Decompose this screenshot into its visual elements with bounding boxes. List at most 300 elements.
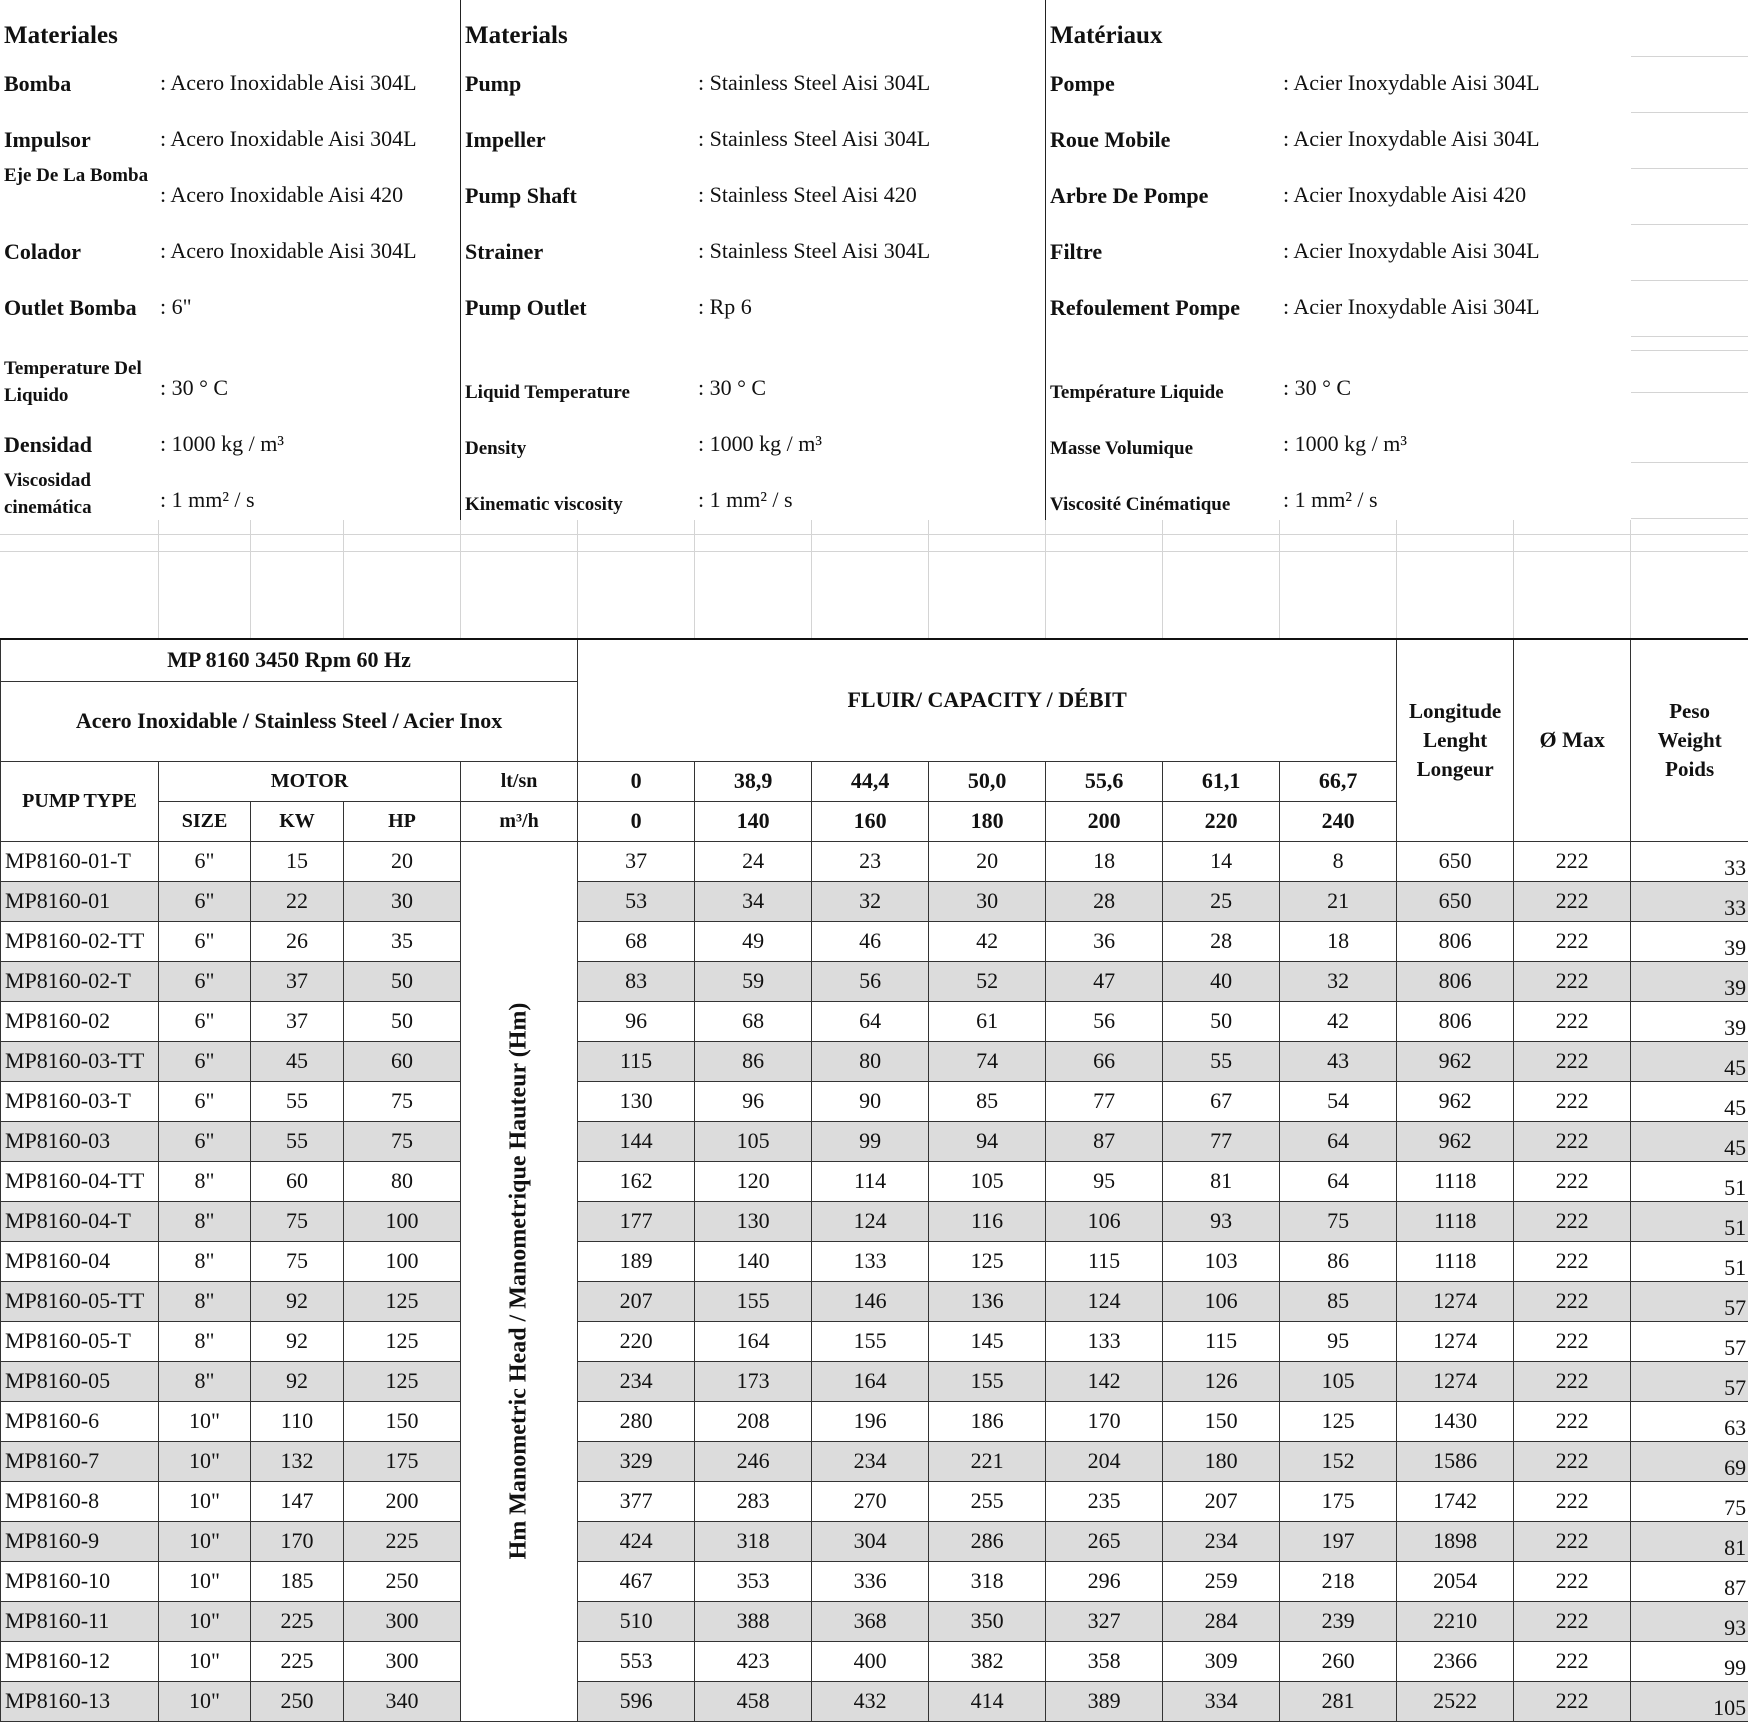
head-value-cell: 281 <box>1280 1681 1397 1721</box>
weight-cell: 39 <box>1631 921 1748 961</box>
head-value-cell: 280 <box>578 1401 695 1441</box>
material-value: : Rp 6 <box>698 294 752 320</box>
head-value-cell: 388 <box>695 1601 812 1641</box>
head-value-cell: 284 <box>1163 1601 1280 1641</box>
hp-cell: 80 <box>344 1161 461 1201</box>
weight-cell: 51 <box>1631 1201 1748 1241</box>
weight-cell: 87 <box>1631 1561 1748 1601</box>
head-value-cell: 83 <box>578 961 695 1001</box>
weight-cell: 39 <box>1631 961 1748 1001</box>
length-cell: 2210 <box>1397 1601 1514 1641</box>
materials-heading: Matériaux <box>1050 22 1162 50</box>
head-value-cell: 382 <box>929 1641 1046 1681</box>
head-value-cell: 36 <box>1046 921 1163 961</box>
hp-cell: 300 <box>344 1601 461 1641</box>
head-value-cell: 125 <box>929 1241 1046 1281</box>
head-value-cell: 74 <box>929 1041 1046 1081</box>
ltsn-value: 61,1 <box>1163 761 1280 801</box>
head-value-cell: 377 <box>578 1481 695 1521</box>
material-label: Colador <box>4 238 244 265</box>
kw-cell: 45 <box>251 1041 344 1081</box>
head-value-cell: 85 <box>929 1081 1046 1121</box>
head-value-cell: 353 <box>695 1561 812 1601</box>
head-value-cell: 177 <box>578 1201 695 1241</box>
pump-type-cell: MP8160-04 <box>1 1241 159 1281</box>
head-value-cell: 95 <box>1280 1321 1397 1361</box>
head-value-cell: 296 <box>1046 1561 1163 1601</box>
material-label: Masse Volumique <box>1050 435 1290 462</box>
ltsn-value: 50,0 <box>929 761 1046 801</box>
hp-cell: 75 <box>344 1081 461 1121</box>
pump-type-cell: MP8160-02-T <box>1 961 159 1001</box>
material-label: Liquid Temperature <box>465 379 705 406</box>
m3h-value: 0 <box>578 801 695 841</box>
head-value-cell: 234 <box>578 1361 695 1401</box>
head-value-cell: 21 <box>1280 881 1397 921</box>
grid-line <box>1631 336 1748 337</box>
head-value-cell: 49 <box>695 921 812 961</box>
head-value-cell: 55 <box>1163 1041 1280 1081</box>
material-label: Température Liquide <box>1050 379 1290 406</box>
grid-line <box>694 520 695 638</box>
head-value-cell: 30 <box>929 881 1046 921</box>
head-value-cell: 336 <box>812 1561 929 1601</box>
length-cell: 1898 <box>1397 1521 1514 1561</box>
pump-type-cell: MP8160-05 <box>1 1361 159 1401</box>
head-value-cell: 204 <box>1046 1441 1163 1481</box>
grid-line <box>1045 520 1046 638</box>
hp-cell: 50 <box>344 961 461 1001</box>
pump-type-cell: MP8160-04-T <box>1 1201 159 1241</box>
head-value-cell: 64 <box>1280 1161 1397 1201</box>
kw-cell: 75 <box>251 1241 344 1281</box>
hp-cell: 100 <box>344 1241 461 1281</box>
table-row <box>1 1641 1748 1681</box>
pump-type-cell: MP8160-05-T <box>1 1321 159 1361</box>
size-cell: 6" <box>159 1001 251 1041</box>
head-value-cell: 150 <box>1163 1401 1280 1441</box>
head-value-cell: 197 <box>1280 1521 1397 1561</box>
head-value-cell: 400 <box>812 1641 929 1681</box>
head-value-cell: 164 <box>812 1361 929 1401</box>
length-cell: 1274 <box>1397 1321 1514 1361</box>
dmax-cell: 222 <box>1514 1441 1631 1481</box>
size-cell: 8" <box>159 1201 251 1241</box>
head-axis-label: Hm Manometric Head / Manometrique Hauteur (Hm) <box>506 1003 533 1560</box>
head-value-cell: 358 <box>1046 1641 1163 1681</box>
head-value-cell: 34 <box>695 881 812 921</box>
m3h-value: 140 <box>695 801 812 841</box>
material-value: : 1 mm² / s <box>698 487 793 513</box>
material-label: Bomba <box>4 70 244 97</box>
table-row <box>1 921 1748 961</box>
ltsn-value: 38,9 <box>695 761 812 801</box>
kw-cell: 170 <box>251 1521 344 1561</box>
material-value: : 1000 kg / m³ <box>698 431 822 457</box>
weight-cell: 57 <box>1631 1281 1748 1321</box>
grid-line <box>158 520 159 638</box>
head-value-cell: 130 <box>695 1201 812 1241</box>
dmax-cell: 222 <box>1514 1161 1631 1201</box>
grid-line <box>1162 520 1163 638</box>
head-value-cell: 221 <box>929 1441 1046 1481</box>
kw-cell: 110 <box>251 1401 344 1441</box>
head-value-cell: 61 <box>929 1001 1046 1041</box>
m3h-value: 160 <box>812 801 929 841</box>
length-cell: 2054 <box>1397 1561 1514 1601</box>
kw-cell: 185 <box>251 1561 344 1601</box>
material-label: Impulsor <box>4 126 244 153</box>
head-value-cell: 42 <box>929 921 1046 961</box>
dmax-cell: 222 <box>1514 1201 1631 1241</box>
grid-line <box>1396 520 1397 638</box>
head-value-cell: 105 <box>695 1121 812 1161</box>
kw-cell: 225 <box>251 1641 344 1681</box>
material-value: : Acier Inoxydable Aisi 304L <box>1283 70 1540 96</box>
head-value-cell: 66 <box>1046 1041 1163 1081</box>
weight-cell: 105 <box>1631 1681 1748 1721</box>
material-label: Pompe <box>1050 70 1290 97</box>
material-value: : 6" <box>160 294 192 320</box>
head-value-cell: 189 <box>578 1241 695 1281</box>
weight-cell: 63 <box>1631 1401 1748 1441</box>
kw-cell: 250 <box>251 1681 344 1721</box>
m3h-value: 220 <box>1163 801 1280 841</box>
head-value-cell: 368 <box>812 1601 929 1641</box>
head-value-cell: 125 <box>1280 1401 1397 1441</box>
materials-column <box>1045 0 1631 520</box>
hp-header: HP <box>344 801 461 841</box>
kw-cell: 15 <box>251 841 344 881</box>
table-row <box>1 881 1748 921</box>
material-label: Filtre <box>1050 238 1290 265</box>
m3h-label: m³/h <box>461 801 578 841</box>
kw-cell: 92 <box>251 1321 344 1361</box>
head-value-cell: 170 <box>1046 1401 1163 1441</box>
dmax-header: Ø Max <box>1514 639 1631 841</box>
head-value-cell: 175 <box>1280 1481 1397 1521</box>
head-value-cell: 318 <box>929 1561 1046 1601</box>
table-row <box>1 1121 1748 1161</box>
head-value-cell: 414 <box>929 1681 1046 1721</box>
head-value-cell: 304 <box>812 1521 929 1561</box>
head-value-cell: 423 <box>695 1641 812 1681</box>
length-cell: 1274 <box>1397 1361 1514 1401</box>
weight-cell: 99 <box>1631 1641 1748 1681</box>
table-row <box>1 1401 1748 1441</box>
weight-cell: 51 <box>1631 1161 1748 1201</box>
size-cell: 6" <box>159 881 251 921</box>
head-value-cell: 40 <box>1163 961 1280 1001</box>
head-value-cell: 103 <box>1163 1241 1280 1281</box>
kw-cell: 55 <box>251 1081 344 1121</box>
ltsn-value: 0 <box>578 761 695 801</box>
head-value-cell: 259 <box>1163 1561 1280 1601</box>
kw-cell: 22 <box>251 881 344 921</box>
pump-type-cell: MP8160-12 <box>1 1641 159 1681</box>
head-value-cell: 81 <box>1163 1161 1280 1201</box>
table-row <box>1 1161 1748 1201</box>
length-cell: 1118 <box>1397 1201 1514 1241</box>
dmax-cell: 222 <box>1514 841 1631 881</box>
head-value-cell: 553 <box>578 1641 695 1681</box>
head-value-cell: 115 <box>1046 1241 1163 1281</box>
head-value-cell: 75 <box>1280 1201 1397 1241</box>
length-cell: 1586 <box>1397 1441 1514 1481</box>
head-value-cell: 327 <box>1046 1601 1163 1641</box>
grid-line <box>928 520 929 638</box>
head-value-cell: 52 <box>929 961 1046 1001</box>
weight-cell: 45 <box>1631 1081 1748 1121</box>
head-value-cell: 56 <box>812 961 929 1001</box>
head-axis-cell <box>461 841 578 1721</box>
material-value: : 30 ° C <box>1283 375 1351 401</box>
weight-cell: 93 <box>1631 1601 1748 1641</box>
head-value-cell: 24 <box>695 841 812 881</box>
head-value-cell: 105 <box>929 1161 1046 1201</box>
grid-line <box>0 534 1748 535</box>
head-value-cell: 77 <box>1046 1081 1163 1121</box>
head-value-cell: 180 <box>1163 1441 1280 1481</box>
dmax-cell: 222 <box>1514 1481 1631 1521</box>
head-value-cell: 64 <box>1280 1121 1397 1161</box>
length-cell: 1742 <box>1397 1481 1514 1521</box>
length-cell: 806 <box>1397 1001 1514 1041</box>
material-value: : 1000 kg / m³ <box>1283 431 1407 457</box>
dmax-cell: 222 <box>1514 1641 1631 1681</box>
head-value-cell: 43 <box>1280 1041 1397 1081</box>
table-row <box>1 1281 1748 1321</box>
head-value-cell: 283 <box>695 1481 812 1521</box>
head-value-cell: 90 <box>812 1081 929 1121</box>
dmax-cell: 222 <box>1514 961 1631 1001</box>
head-value-cell: 115 <box>578 1041 695 1081</box>
hp-cell: 100 <box>344 1201 461 1241</box>
head-value-cell: 145 <box>929 1321 1046 1361</box>
head-value-cell: 126 <box>1163 1361 1280 1401</box>
weight-cell: 57 <box>1631 1361 1748 1401</box>
dmax-cell: 222 <box>1514 1521 1631 1561</box>
head-value-cell: 208 <box>695 1401 812 1441</box>
size-cell: 10" <box>159 1561 251 1601</box>
material-label: Outlet Bomba <box>4 294 244 321</box>
size-cell: 8" <box>159 1321 251 1361</box>
material-label: Refoulement Pompe <box>1050 294 1290 321</box>
kw-cell: 92 <box>251 1361 344 1401</box>
head-value-cell: 144 <box>578 1121 695 1161</box>
head-value-cell: 155 <box>812 1321 929 1361</box>
grid-line <box>1631 518 1748 519</box>
capacity-header: FLUIR/ CAPACITY / DÉBIT <box>578 639 1397 761</box>
head-value-cell: 136 <box>929 1281 1046 1321</box>
head-value-cell: 234 <box>812 1441 929 1481</box>
hp-cell: 175 <box>344 1441 461 1481</box>
kw-cell: 225 <box>251 1601 344 1641</box>
head-value-cell: 25 <box>1163 881 1280 921</box>
hp-cell: 250 <box>344 1561 461 1601</box>
table-title: MP 8160 3450 Rpm 60 Hz <box>1 639 578 681</box>
kw-cell: 55 <box>251 1121 344 1161</box>
material-label: Viscosité Cinématique <box>1050 491 1290 518</box>
dmax-cell: 222 <box>1514 1281 1631 1321</box>
head-value-cell: 59 <box>695 961 812 1001</box>
table-row <box>1 1041 1748 1081</box>
ltsn-value: 55,6 <box>1046 761 1163 801</box>
kw-cell: 147 <box>251 1481 344 1521</box>
table-row <box>1 1561 1748 1601</box>
grid-line <box>1631 392 1748 393</box>
hp-cell: 200 <box>344 1481 461 1521</box>
head-value-cell: 50 <box>1163 1001 1280 1041</box>
m3h-value: 240 <box>1280 801 1397 841</box>
head-value-cell: 146 <box>812 1281 929 1321</box>
length-cell: 650 <box>1397 841 1514 881</box>
head-value-cell: 53 <box>578 881 695 921</box>
head-value-cell: 93 <box>1163 1201 1280 1241</box>
kw-cell: 75 <box>251 1201 344 1241</box>
size-cell: 8" <box>159 1241 251 1281</box>
head-value-cell: 334 <box>1163 1681 1280 1721</box>
size-cell: 10" <box>159 1481 251 1521</box>
grid-line <box>1631 56 1748 57</box>
head-value-cell: 265 <box>1046 1521 1163 1561</box>
table-row <box>1 1321 1748 1361</box>
head-value-cell: 42 <box>1280 1001 1397 1041</box>
hp-cell: 225 <box>344 1521 461 1561</box>
head-value-cell: 85 <box>1280 1281 1397 1321</box>
grid-line <box>1631 168 1748 169</box>
weight-cell: 45 <box>1631 1121 1748 1161</box>
hp-cell: 30 <box>344 881 461 921</box>
head-value-cell: 14 <box>1163 841 1280 881</box>
hp-cell: 340 <box>344 1681 461 1721</box>
head-value-cell: 99 <box>812 1121 929 1161</box>
material-value: : Acero Inoxidable Aisi 420 <box>160 182 403 208</box>
head-value-cell: 105 <box>1280 1361 1397 1401</box>
material-label: Strainer <box>465 238 705 265</box>
pump-type-cell: MP8160-6 <box>1 1401 159 1441</box>
size-cell: 6" <box>159 841 251 881</box>
head-value-cell: 77 <box>1163 1121 1280 1161</box>
head-value-cell: 56 <box>1046 1001 1163 1041</box>
material-label: Densidad <box>4 431 244 458</box>
material-value: : Stainless Steel Aisi 304L <box>698 70 930 96</box>
pump-type-cell: MP8160-13 <box>1 1681 159 1721</box>
material-value: : 1 mm² / s <box>160 487 255 513</box>
dmax-cell: 222 <box>1514 1401 1631 1441</box>
pump-type-cell: MP8160-02-TT <box>1 921 159 961</box>
grid-line <box>250 520 251 638</box>
size-cell: 6" <box>159 1081 251 1121</box>
head-value-cell: 140 <box>695 1241 812 1281</box>
material-label: Roue Mobile <box>1050 126 1290 153</box>
head-value-cell: 239 <box>1280 1601 1397 1641</box>
dmax-cell: 222 <box>1514 1121 1631 1161</box>
head-value-cell: 54 <box>1280 1081 1397 1121</box>
table-row <box>1 1361 1748 1401</box>
table-row <box>1 1001 1748 1041</box>
dmax-cell: 222 <box>1514 1361 1631 1401</box>
size-cell: 8" <box>159 1161 251 1201</box>
kw-cell: 132 <box>251 1441 344 1481</box>
head-value-cell: 23 <box>812 841 929 881</box>
head-value-cell: 106 <box>1163 1281 1280 1321</box>
material-value: : 30 ° C <box>698 375 766 401</box>
size-cell: 6" <box>159 1041 251 1081</box>
pump-type-cell: MP8160-01-T <box>1 841 159 881</box>
hp-cell: 20 <box>344 841 461 881</box>
grid-line <box>460 520 461 638</box>
head-value-cell: 596 <box>578 1681 695 1721</box>
hp-cell: 125 <box>344 1321 461 1361</box>
weight-cell: 45 <box>1631 1041 1748 1081</box>
m3h-value: 180 <box>929 801 1046 841</box>
weight-cell: 69 <box>1631 1441 1748 1481</box>
head-value-cell: 155 <box>929 1361 1046 1401</box>
pump-type-cell: MP8160-7 <box>1 1441 159 1481</box>
length-cell: 1430 <box>1397 1401 1514 1441</box>
material-value: : 1 mm² / s <box>1283 487 1378 513</box>
dmax-cell: 222 <box>1514 1601 1631 1641</box>
length-cell: 650 <box>1397 881 1514 921</box>
pump-type-cell: MP8160-11 <box>1 1601 159 1641</box>
head-value-cell: 87 <box>1046 1121 1163 1161</box>
head-value-cell: 86 <box>695 1041 812 1081</box>
material-label: Density <box>465 435 705 462</box>
head-value-cell: 115 <box>1163 1321 1280 1361</box>
material-label: Pump Shaft <box>465 182 705 209</box>
head-value-cell: 106 <box>1046 1201 1163 1241</box>
pump-type-cell: MP8160-9 <box>1 1521 159 1561</box>
length-cell: 1118 <box>1397 1161 1514 1201</box>
weight-header: Peso Weight Poids <box>1631 639 1748 841</box>
dmax-cell: 222 <box>1514 1041 1631 1081</box>
material-value: : Acero Inoxidable Aisi 304L <box>160 126 417 152</box>
length-cell: 962 <box>1397 1041 1514 1081</box>
kw-cell: 92 <box>251 1281 344 1321</box>
head-value-cell: 37 <box>578 841 695 881</box>
head-value-cell: 458 <box>695 1681 812 1721</box>
head-value-cell: 80 <box>812 1041 929 1081</box>
grid-line <box>1631 112 1748 113</box>
dmax-cell: 222 <box>1514 881 1631 921</box>
head-value-cell: 207 <box>578 1281 695 1321</box>
ltsn-value: 66,7 <box>1280 761 1397 801</box>
head-value-cell: 350 <box>929 1601 1046 1641</box>
head-value-cell: 270 <box>812 1481 929 1521</box>
grid-line <box>1279 520 1280 638</box>
head-value-cell: 196 <box>812 1401 929 1441</box>
head-value-cell: 329 <box>578 1441 695 1481</box>
length-cell: 806 <box>1397 961 1514 1001</box>
size-header: SIZE <box>159 801 251 841</box>
head-value-cell: 164 <box>695 1321 812 1361</box>
kw-header: KW <box>251 801 344 841</box>
head-value-cell: 68 <box>578 921 695 961</box>
material-value: : 30 ° C <box>160 375 228 401</box>
head-value-cell: 94 <box>929 1121 1046 1161</box>
weight-cell: 33 <box>1631 841 1748 881</box>
ltsn-label: lt/sn <box>461 761 578 801</box>
head-value-cell: 124 <box>1046 1281 1163 1321</box>
material-value: : 1000 kg / m³ <box>160 431 284 457</box>
head-value-cell: 96 <box>578 1001 695 1041</box>
pump-type-cell: MP8160-8 <box>1 1481 159 1521</box>
hp-cell: 60 <box>344 1041 461 1081</box>
pump-type-cell: MP8160-04-TT <box>1 1161 159 1201</box>
material-label: Viscosidad cinemática <box>4 467 154 521</box>
head-value-cell: 220 <box>578 1321 695 1361</box>
